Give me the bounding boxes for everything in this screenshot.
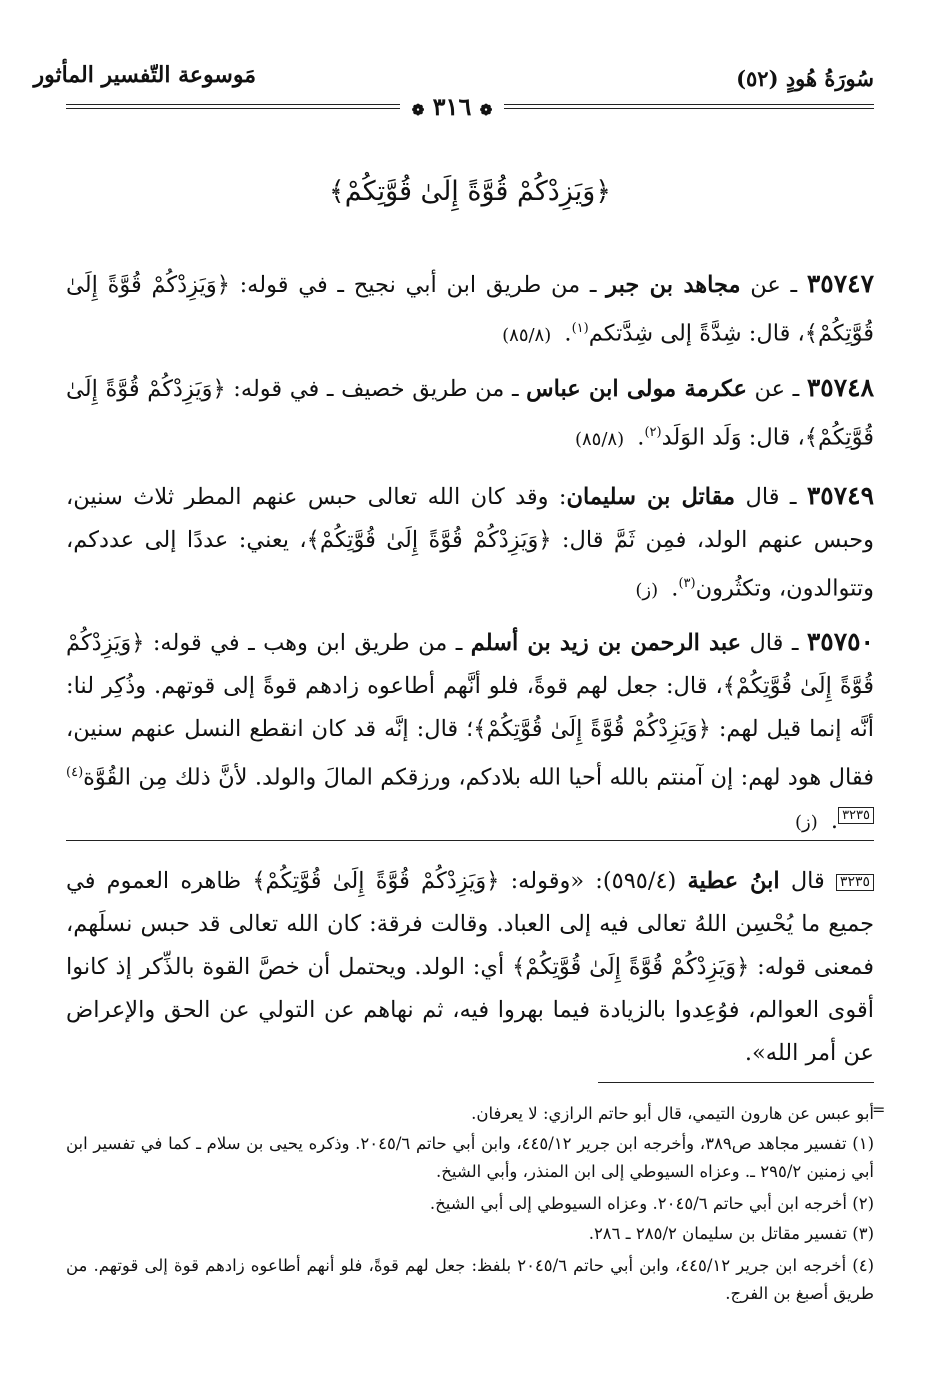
entry-text: ، قال: وَلَد الوَلَد [661, 424, 805, 451]
narrator-name: عكرمة مولى ابن عباس [526, 376, 747, 402]
entry-lead: ـ قال [741, 630, 807, 656]
entry-text: ـ من طريق ابن أبي نجيح ـ في قوله: [229, 272, 607, 298]
source-reference: (ز) [795, 811, 818, 833]
narration-entry [66, 262, 874, 357]
quran-quote: ﴿وَيَزِدْكُمْ قُوَّةً إِلَىٰ قُوَّتِكُمْ﴾ [66, 630, 874, 699]
quran-quote: ﴿وَيَزِدْكُمْ قُوَّةً إِلَىٰ قُوَّتِكُمْ﴾ [306, 527, 552, 553]
footnote-marker: (٣) [678, 576, 696, 591]
verse-heading: ﴿وَيَزِدْكُمْ قُوَّةً إِلَىٰ قُوَّتِكُمْ﴾ [328, 176, 612, 207]
page-number-block [400, 92, 504, 122]
commentary-tag: ٣٢٣٥ [836, 874, 874, 891]
note-lead: قال [779, 868, 836, 894]
source-reference: (ز) [635, 579, 659, 601]
narrator-name: مقاتل بن سليمان [566, 484, 736, 510]
footnote-marker: (٢) [644, 425, 662, 440]
footnote-3: (٣) تفسير مقاتل بن سليمان ٢٨٥/٢ ـ ٢٨٦. [588, 1224, 874, 1243]
quran-quote: ﴿وَيَزِدْكُمْ قُوَّةً إِلَىٰ قُوَّتِكُمْ﴾ [473, 716, 711, 742]
entry-number: ٣٥٧٤٨ [806, 373, 875, 402]
volume-reference: (٨٥/٨) [502, 324, 552, 346]
commentary-tag[interactable]: ٣٢٣٥ [838, 807, 874, 824]
footnote-divider [598, 1082, 874, 1083]
commentary-divider [66, 840, 874, 841]
note-text: ظاهره العموم في جميع ما يُحْسِن اللهُ تعالى فيه إلى العباد. وقالت فرقة: كان الله تعالى قد حبس نسلَهم، فمعنى قوله: [66, 868, 874, 980]
entry-lead: ـ عن [746, 376, 807, 402]
entry-text: ـ من طريق خصيف ـ في قوله: [225, 376, 527, 402]
footnote-continuation: أبو عبس عن هارون التيمي، قال أبو حاتم الرازي: لا يعرفان. [471, 1104, 874, 1123]
entry-lead: ـ عن [740, 272, 807, 298]
entry-end: . [664, 575, 679, 602]
narration-entry [66, 366, 874, 461]
volume-reference: (٨٥/٨) [574, 428, 625, 450]
commentary-note [66, 860, 874, 1075]
note-ref: (٥٩٥/٤): «وقوله: [499, 868, 688, 894]
ornament-icon: ❁ [479, 101, 493, 119]
quran-quote: ﴿وَيَزِدْكُمْ قُوَّةً إِلَىٰ قُوَّتِكُمْ﴾ [66, 272, 874, 347]
page-number: ٣١٦ [432, 92, 472, 121]
entry-number: ٣٥٧٤٧ [806, 269, 874, 298]
note-text: أي: الولد. ويحتمل أن خصَّ القوة بالذِّكر إذ كانوا أقوى العوالم، فوُعِدوا بالزيادة فيما بهروا فيه، ثم نهاهم عن التولي عن الحق والإعراض عن أمر الله». [66, 954, 874, 1066]
narrator-name: عبد الرحمن بن زيد بن أسلم [470, 630, 742, 656]
entry-end: . [630, 424, 645, 451]
footnote-marker: (٤) [66, 765, 84, 780]
narrator-name: مجاهد بن جبر [606, 272, 741, 298]
entry-lead: ـ قال [735, 484, 807, 510]
footnote-1: (١) تفسير مجاهد ص٣٨٩، وأخرجه ابن جرير ٤٤٥/١٢، وابن أبي حاتم ٢٠٤٥/٦. وذكره يحيى بن سلام ـ كما في تفسير ابن أبي زمنين ٢٩٥/٢ ـ. وعزاه السيوطي إلى ابن المنذر، وأبي الشيخ. [66, 1134, 874, 1181]
entry-text: ، قال: شِدَّةً إلى شِدَّتكم [588, 320, 805, 347]
book-title: مَوسوعة التّفسير المأثور [33, 62, 256, 88]
entry-text: ـ من طريق ابن وهب ـ في قوله: [144, 630, 471, 656]
entry-number: ٣٥٧٤٩ [806, 481, 874, 510]
footnote-marker: (١) [571, 321, 589, 336]
scholar-name: ابنُ عطية [687, 868, 780, 894]
narration-entry [66, 620, 874, 844]
quran-quote: ﴿وَيَزِدْكُمْ قُوَّةً إِلَىٰ قُوَّتِكُمْ﴾ [512, 954, 750, 980]
quran-quote: ﴿وَيَزِدْكُمْ قُوَّةً إِلَىٰ قُوَّتِكُمْ﴾ [252, 868, 500, 894]
footnote-2: (٢) أخرجه ابن أبي حاتم ٢٠٤٥/٦. وعزاه السيوطي إلى أبي الشيخ. [429, 1194, 874, 1213]
surah-label: سُورَةُ هُودٍ (٥٢) [736, 66, 874, 91]
entry-text: ، قال: جعل لهم قوةً، فلو أنَّهم أطاعوه زادهم قوةً إلى قوتهم. وذُكِر لنا: أنَّه إنما قيل لهم: [66, 673, 875, 742]
entry-end: . [557, 320, 572, 347]
entry-text: ؛ قال: إنَّه قد كان انقطع النسل عنهم سنين، فقال هود لهم: إن آمنتم بالله أحيا الله بلادكم، ورزقكم المالَ والولد. لأنَّ ذلك مِن القُوَّة [66, 716, 874, 791]
continuation-mark: = [872, 1100, 886, 1119]
entry-end: . [823, 807, 839, 834]
entry-number: ٣٥٧٥٠ [806, 627, 874, 656]
entry-text: ، يعني: عددًا إلى عددكم، وتتوالدون، وتكثُرون [66, 527, 874, 602]
entry-text: : وقد كان الله تعالى حبس عنهم المطر ثلاث سنين، وحبس عنهم الولد، فمِن ثَمَّ قال: [66, 484, 875, 553]
narration-entry [66, 474, 874, 612]
ornament-icon: ❁ [411, 101, 425, 119]
footnote-4: (٤) أخرجه ابن جرير ٤٤٥/١٢، وابن أبي حاتم ٢٠٤٥/٦ بلفظ: جعل لهم قوةً، فلو أنهم أطاعوه زادهم قوة إلى قوتهم. من طريق أصبغ بن الفرج. [66, 1256, 875, 1303]
quran-quote: ﴿وَيَزِدْكُمْ قُوَّةً إِلَىٰ قُوَّتِكُمْ﴾ [66, 376, 874, 451]
